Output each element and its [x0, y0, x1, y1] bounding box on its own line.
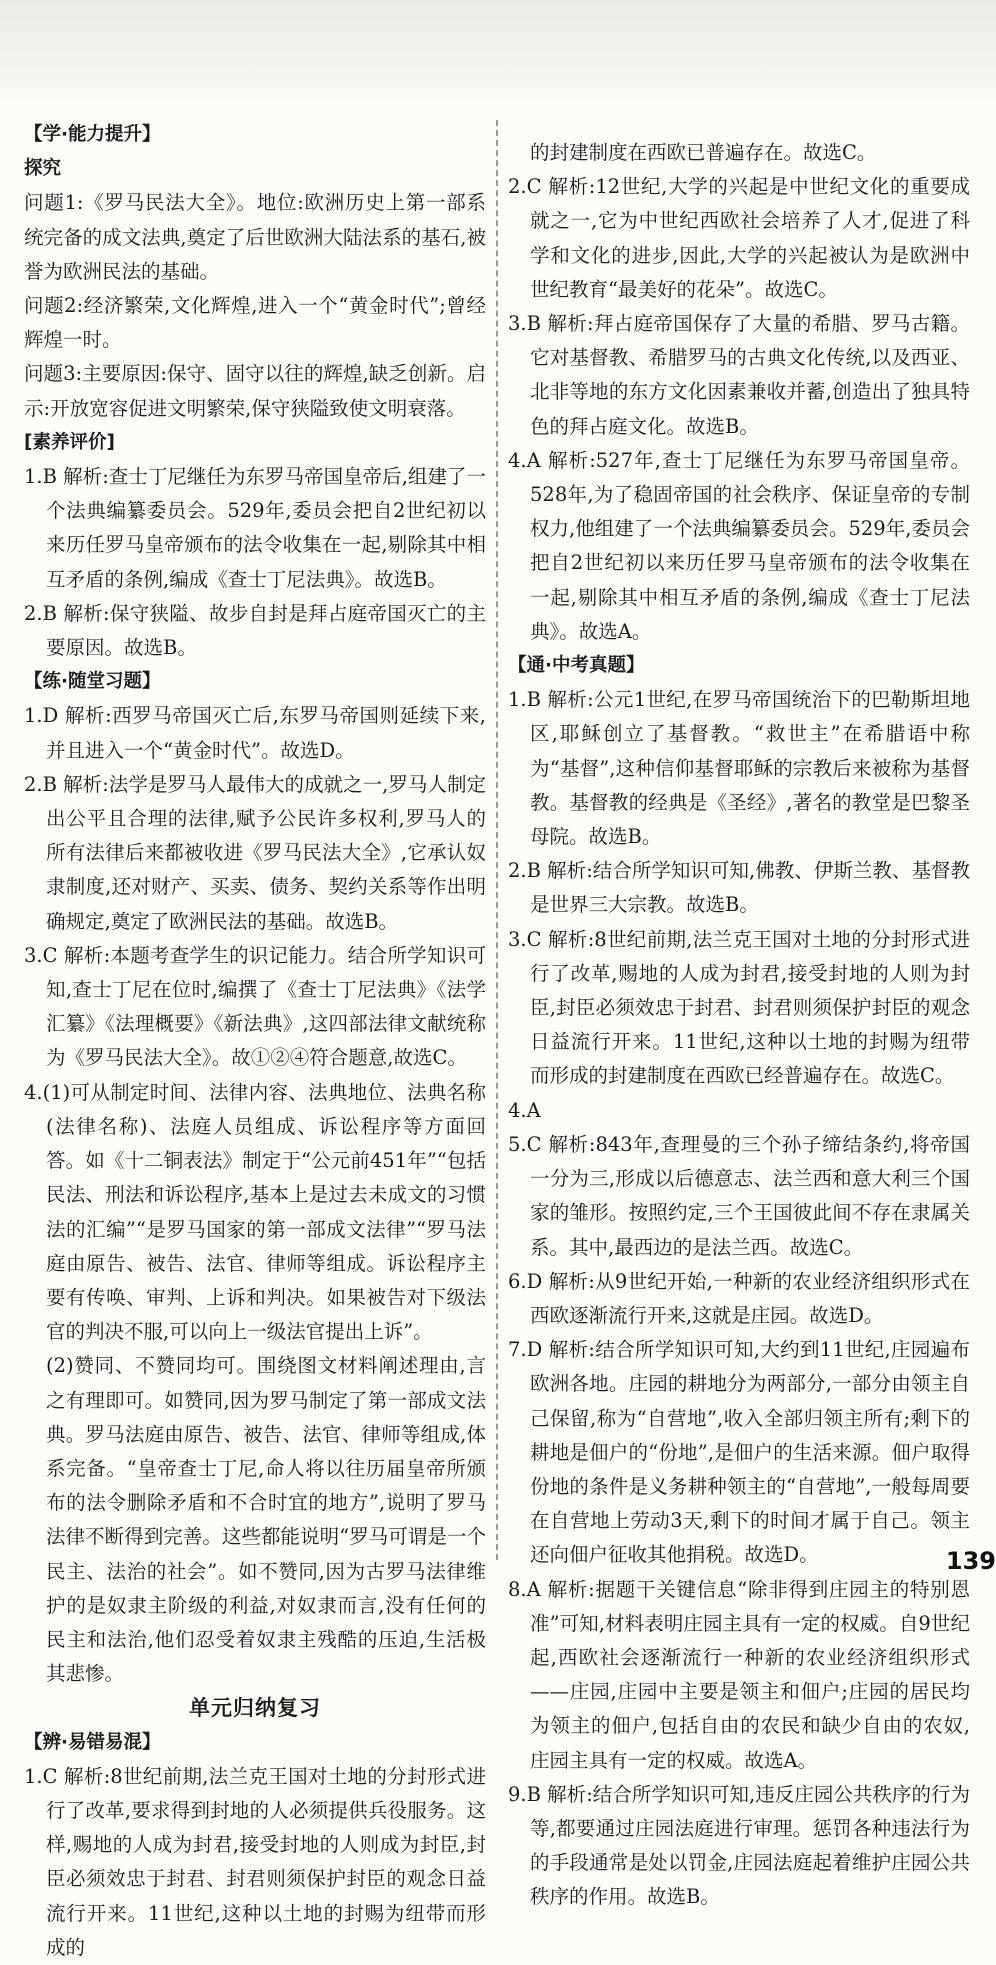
answer-item: 9.B 解析:结合所学知识可知,违反庄园公共秩序的行为等,都要通过庄园法庭进行审理。惩罚各种违法行为的手段通常是处以罚金,庄园法庭起着维护庄园公共秩序的作用。故选B。	[508, 1782, 970, 1909]
page-number: 139	[945, 1547, 996, 1575]
section-heading: 【练·随堂习题】	[24, 671, 161, 693]
section-heading: 【学·能力提升】	[24, 124, 161, 145]
answer-item: 4.(1)可从制定时间、法律内容、法典地位、法典名称(法律名称)、法庭人员组成、诉讼程序等方面回答。如《十二铜表法》制定于“公元前451年”“包括民法、刑法和诉讼程序,基本上是过去未成文的习惯法的汇编”“是罗马国家的第一部成文法律”“罗马法庭由原告、被告、法官、律师等组成。诉讼程序主要有传唤、审判、上诉和判决。如果被告对下级法官的判决不服,可以向上一级法官提出上诉”。	[24, 1080, 486, 1344]
answer-item: 3.C 解析:8世纪前期,法兰克王国对土地的分封形式进行了改革,赐地的人成为封君,接受封地的人则为封臣,封臣必须效忠于封君、封君则须保护封臣的观念日益流行开来。11世纪,这种以土地的封赐为纽带而形成的封建制度在西欧已经普遍存在。故选C。	[508, 927, 970, 1088]
left-column	[24, 118, 486, 1965]
answer-item: 2.B 解析:结合所学知识可知,佛教、伊斯兰教、基督教是世界三大宗教。故选B。	[508, 859, 970, 917]
answer-item: 的封建制度在西欧已普遍存在。故选C。	[530, 141, 877, 164]
section-heading: [素养评价]	[24, 431, 115, 453]
answer-item: 6.D 解析:从9世纪开始,一种新的农业经济组织形式在西欧逐渐流行开来,这就是庄园。故选D。	[508, 1269, 970, 1327]
section-heading: 【通·中考真题】	[508, 655, 645, 677]
answer-item: 2.B 解析:保守狭隘、故步自封是拜占庭帝国灭亡的主要原因。故选B。	[24, 601, 486, 660]
scan-top-band	[0, 0, 996, 112]
answer-paragraph: 问题2:经济繁荣,文化辉煌,进入一个“黄金时代”;曾经辉煌一时。	[24, 294, 486, 352]
right-column	[508, 136, 970, 1915]
answer-item: (2)赞同、不赞同均可。围绕图文材料阐述理由,言之有理即可。如赞同,因为罗马制定了第一部成文法典。罗马法庭由原告、被告、法官、律师等组成,体系完备。“皇帝查士丁尼,命人将以往历届皇帝所颁布的法令删除矛盾和不合时宜的地方”,说明了罗马法律不断得到完善。这些都能说明“罗马可谓是一个民主、法治的社会”。如不赞同,因为古罗马法律维护的是奴隶主阶级的利益,对奴隶而言,没有任何的民主和法治,他们忍受着奴隶主残酷的压迫,生活极其悲惨。	[46, 1354, 486, 1686]
answer-item: 1.C 解析:8世纪前期,法兰克王国对土地的分封形式进行了改革,要求得到封地的人必须提供兵役服务。这样,赐地的人成为封君,接受封地的人则成为封臣,封臣必须效忠于封君、封君则须保护封臣的观念日益流行开来。11世纪,这种以土地的封赐为纽带而形成的	[24, 1764, 486, 1959]
answer-item: 2.B 解析:法学是罗马人最伟大的成就之一,罗马人制定出公平且合理的法律,赋予公民许多权利,罗马人的所有法律后来都被收进《罗马民法大全》,它承认奴隶制度,还对财产、买卖、债务、契约关系等作出明确规定,奠定了欧洲民法的基础。故选B。	[24, 772, 486, 933]
column-divider	[496, 120, 498, 1560]
answer-item: 4.A 解析:527年,查士丁尼继任为东罗马帝国皇帝。528年,为了稳固帝国的社会秩序、保证皇帝的专制权力,他组建了一个法典编纂委员会。529年,委员会把自2世纪初以来历任罗马皇帝颁布的法令收集在一起,剔除其中相互矛盾的条例,编成《查士丁尼法典》。故选A。	[508, 448, 970, 643]
answer-paragraph: 问题3:主要原因:保守、固守以往的辉煌,缺乏创新。启示:开放宽容促进文明繁荣,保守狭隘致使文明衰落。	[24, 362, 486, 420]
answer-item: 3.B 解析:拜占庭帝国保存了大量的希腊、罗马古籍。它对基督教、希腊罗马的古典文化传统,以及西亚、北非等地的东方文化因素兼收并蓄,创造出了独具特色的拜占庭文化。故选B。	[508, 312, 970, 438]
subheading: 探究	[24, 158, 62, 180]
answer-item: 5.C 解析:843年,查理曼的三个孙子缔结条约,将帝国一分为三,形成以后德意志、法兰西和意大利三个国家的雏形。按照约定,三个王国彼此间不存在隶属关系。其中,最西边的是法兰西。故选C。	[508, 1132, 970, 1259]
answer-item: 1.B 解析:公元1世纪,在罗马帝国统治下的巴勒斯坦地区,耶稣创立了基督教。“救世主”在希腊语中称为“基督”,这种信仰基督耶稣的宗教后来被称为基督教。基督教的经典是《圣经》,著名的教堂是巴黎圣母院。故选B。	[508, 688, 970, 849]
section-heading: 【辨·易错易混】	[24, 1731, 161, 1753]
answer-item: 3.C 解析:本题考查学生的识记能力。结合所学知识可知,查士丁尼在位时,编撰了《查士丁尼法典》《法学汇纂》《法理概要》《新法典》,这四部法律文献统称为《罗马民法大全》。故①②④符合题意,故选C。	[24, 943, 486, 1070]
answer-item: 1.D 解析:西罗马帝国灭亡后,东罗马帝国则延续下来,并且进入一个“黄金时代”。故选D。	[24, 704, 486, 762]
answer-item: 8.A 解析:据题干关键信息“除非得到庄园主的特别恩准”可知,材料表明庄园主具有一定的权威。自9世纪起,西欧社会逐渐流行一种新的农业经济组织形式——庄园,庄园中主要是领主和佃户;庄园的居民均为领主的佃户,包括自由的农民和缺少自由的农奴,庄园主具有一定的权威。故选A。	[508, 1577, 970, 1772]
answer-item: 1.B 解析:查士丁尼继任为东罗马帝国皇帝后,组建了一个法典编纂委员会。529年,委员会把自2世纪初以来历任罗马皇帝颁布的法令收集在一起,剔除其中相互矛盾的条例,编成《查士丁尼法典》。故选B。	[24, 465, 486, 591]
answer-item: 4.A	[508, 1098, 541, 1122]
answer-item: 2.C 解析:12世纪,大学的兴起是中世纪文化的重要成就之一,它为中世纪西欧社会培养了人才,促进了科学和文化的进步,因此,大学的兴起被认为是欧洲中世纪教育“最美好的花朵”。故选C。	[508, 175, 970, 301]
answer-paragraph: 问题1:《罗马民法大全》。地位:欧洲历史上第一部系统完备的成文法典,奠定了后世欧洲大陆法系的基石,被誉为欧洲民法的基础。	[24, 191, 486, 283]
answer-item: 7.D 解析:结合所学知识可知,大约到11世纪,庄园遍布欧洲各地。庄园的耕地分为两部分,一部分由领主自己保留,称为“自营地”,收入全部归领主所有;剩下的耕地是佃户的“份地”,是佃户的生活来源。佃户取得份地的条件是义务耕种领主的“自营地”,一般每周要在自营地上劳动3天,剩下的时间才属于自己。领主还向佃户征收其他捐税。故选D。	[508, 1338, 970, 1567]
unit-title: 单元归纳复习	[189, 1696, 321, 1721]
